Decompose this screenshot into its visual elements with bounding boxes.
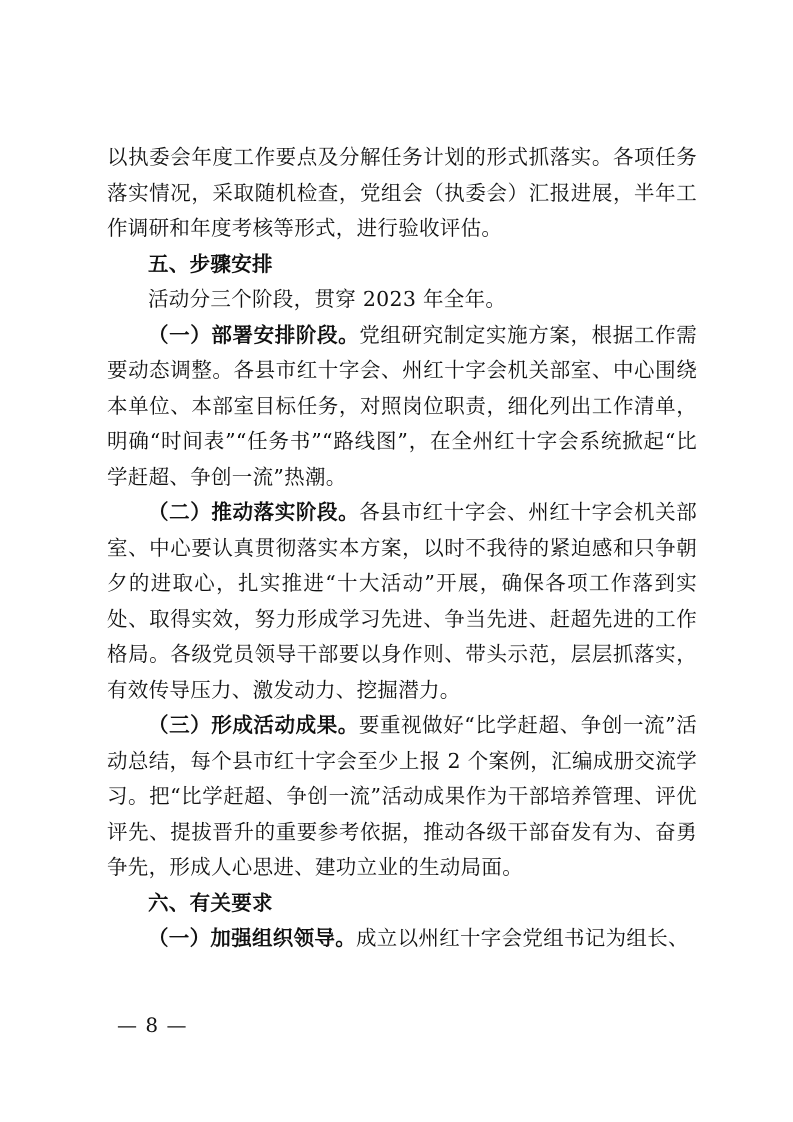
paragraph-stage-2 [107, 495, 697, 708]
paragraph-continuation [107, 140, 697, 247]
paragraph-lead: （一）部署安排阶段。 [148, 322, 360, 347]
paragraph-lead: （二）推动落实阶段。 [148, 500, 360, 524]
paragraph-requirement-1 [107, 921, 697, 957]
paragraph-stage-1 [107, 318, 697, 496]
paragraph-lead: （三）形成活动成果。 [148, 713, 359, 737]
paragraph-text: 活动分三个阶段，贯穿 2023 年全年。 [148, 287, 507, 311]
section-heading-steps: 五、步骤安排 [148, 251, 273, 276]
paragraph-text: 要重视做好“比学赶超、争创一流”活动总结，每个县市红十字会至少上报 2 个案例，汇编成册交流学习。把“比学赶超、争创一流”活动成果作为干部培养管理、评优评先、提拔晋升的重要参考依据，推动各级干部奋发有为、奋勇争先，形成人心思进、建功立业的生动局面。 [107, 713, 698, 879]
paragraph-text: 各县市红十字会、州红十字会机关部室、中心要认真贯彻落实本方案，以时不我待的紧迫感和只争朝夕的进取心，扎实推进“十大活动”开展，确保各项工作落到实处、取得实效，努力形成学习先进、争当先进、赶超先进的工作格局。各级党员领导干部要以身作则、带头示范，层层抓落实，有效传导压力、激发动力、挖掘潜力。 [107, 500, 697, 702]
paragraph-text: 以执委会年度工作要点及分解任务计划的形式抓落实。各项任务落实情况，采取随机检查，党组会（执委会）汇报进展，半年工作调研和年度考核等形式，进行验收评估。 [107, 145, 697, 240]
paragraph-lead: （一）加强组织领导。 [148, 926, 356, 950]
section-heading-requirements: 六、有关要求 [148, 890, 273, 915]
paragraph-text: 成立以州红十字会党组书记为组长、 [356, 926, 689, 950]
document-body [107, 140, 697, 957]
paragraph-stage-3 [107, 708, 697, 886]
page-number: — 8 — [117, 1013, 188, 1037]
paragraph-text: 党组研究制定实施方案，根据工作需要动态调整。各县市红十字会、州红十字会机关部室、中心围绕本单位、本部室目标任务，对照岗位职责，细化列出工作清单，明确“时间表”“任务书”“路线图”，在全州红十字会系统掀起“比学赶超、争创一流”热潮。 [107, 322, 697, 489]
paragraph-stages-intro [107, 282, 697, 318]
